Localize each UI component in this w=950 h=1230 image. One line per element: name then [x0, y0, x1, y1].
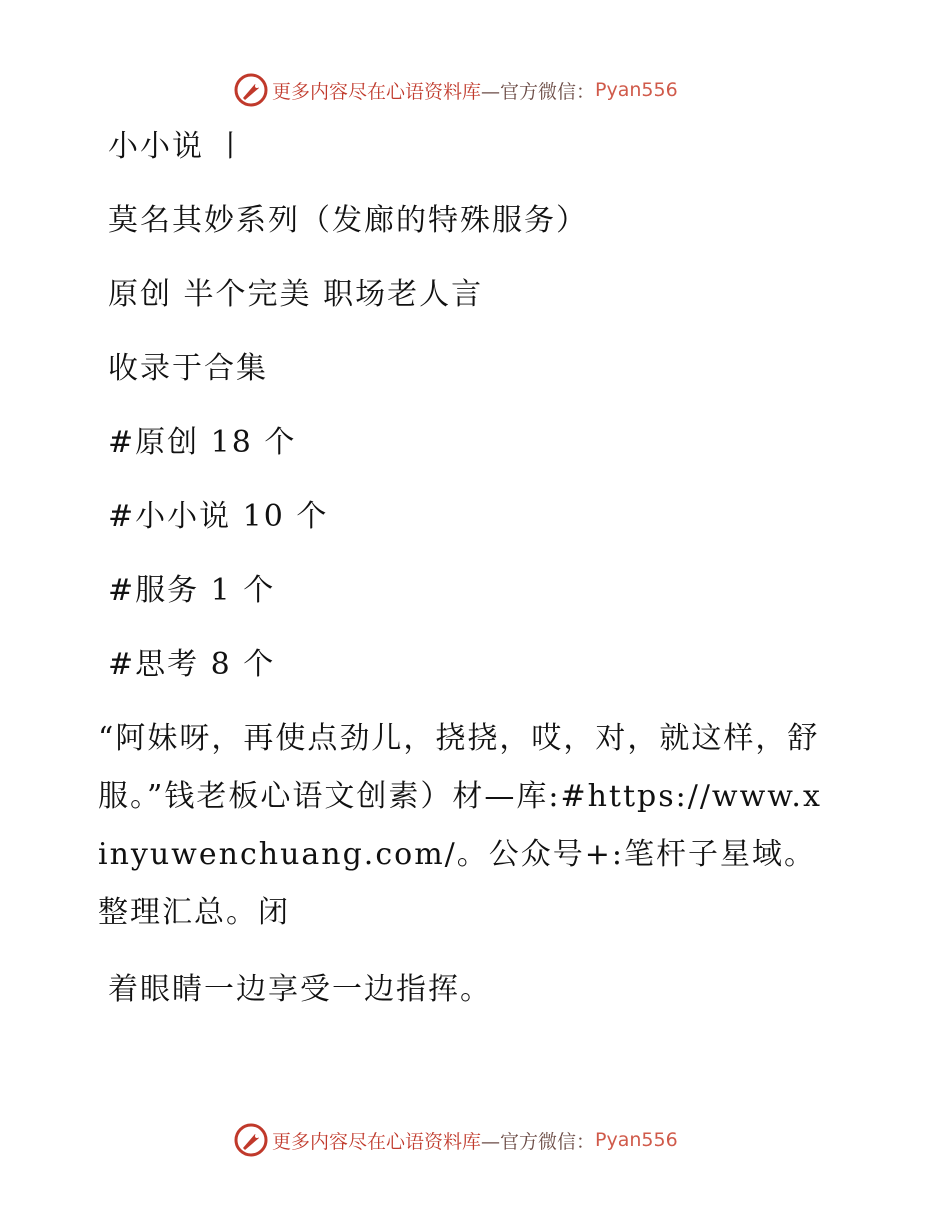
watermark-main-text: 更多内容尽在心语资料库 [272, 80, 482, 103]
doc-title: 莫名其妙系列（发廊的特殊服务） [108, 203, 588, 238]
doc-tag-original: #原创 18 个 [108, 425, 297, 460]
header-watermark [234, 72, 678, 108]
watermark-wechat-id: Pyan556 [595, 1129, 678, 1151]
doc-tag-short-story: #小小说 10 个 [108, 499, 329, 534]
doc-author-line: 原创 半个完美 职场老人言 [108, 277, 484, 312]
doc-last-line: 着眼睛一边享受一边指挥。 [108, 972, 492, 1007]
pen-nib-logo-icon [234, 1123, 268, 1157]
doc-tag-service: #服务 1 个 [108, 573, 276, 608]
footer-watermark [234, 1122, 678, 1158]
doc-paragraph: “阿妹呀，再使点劲儿，挠挠，哎，对，就这样，舒服。”钱老板心语文创素）材—库:#https://www.xinyuwenchuang.com/。公众号+:笔杆子星域。整理汇总。闭 [98, 721, 822, 930]
watermark-wechat-id: Pyan556 [595, 79, 678, 101]
doc-line: 小小说 丨 [108, 129, 248, 164]
pen-nib-logo-icon [234, 73, 268, 107]
doc-tag-thinking: #思考 8 个 [108, 647, 276, 682]
watermark-mid-text: —官方微信： [481, 80, 596, 103]
watermark-main-text: 更多内容尽在心语资料库 [272, 1130, 482, 1153]
doc-collection-label: 收录于合集 [108, 351, 268, 386]
watermark-mid-text: —官方微信： [481, 1130, 596, 1153]
